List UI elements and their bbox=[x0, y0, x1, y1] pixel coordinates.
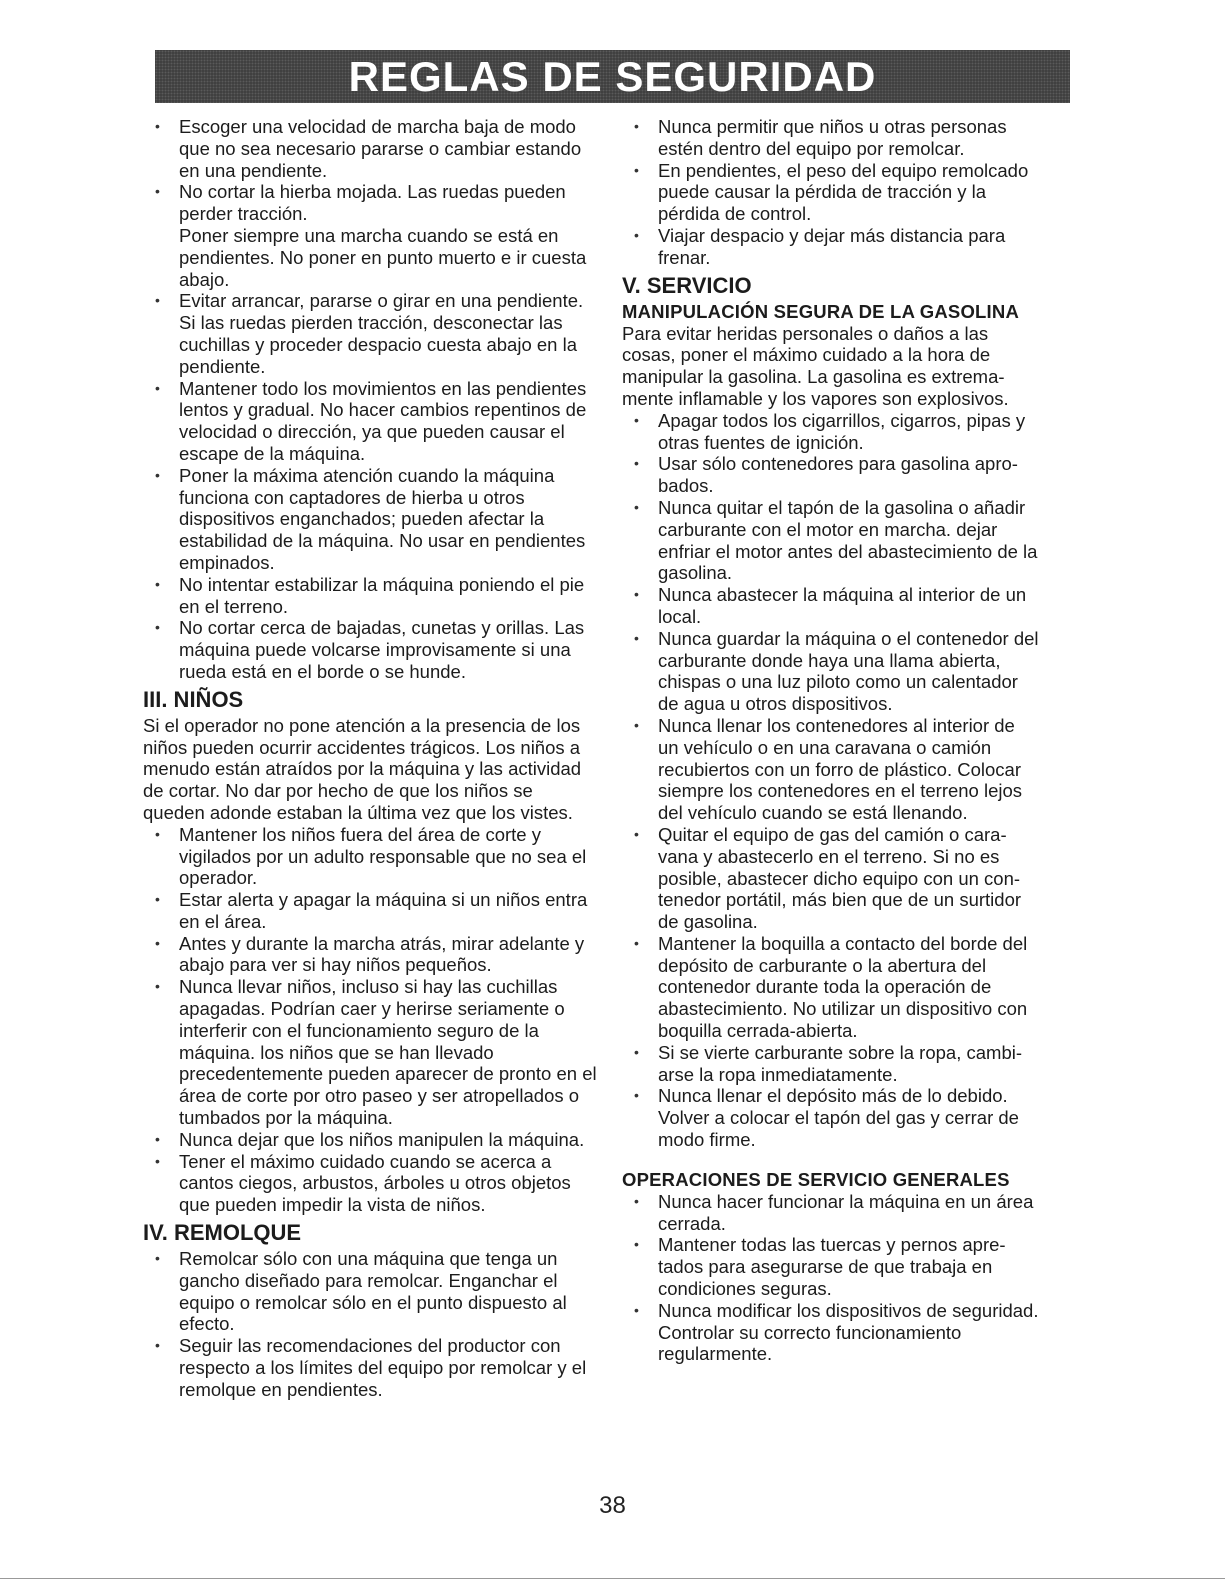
left-column bbox=[143, 116, 598, 1401]
list-item: • Usar sólo contenedores para gasolina aprobados. bbox=[622, 453, 1040, 497]
list-item: • Si se vierte carburante sobre la ropa, cambiarse la ropa inmediatamente. bbox=[622, 1042, 1040, 1086]
remolque-bullets bbox=[143, 1248, 598, 1401]
subsection-title-operaciones: OPERACIONES DE SERVICIO GENERALES bbox=[622, 1168, 1010, 1190]
list-item: • Mantener todas las tuercas y pernos apretados para asegurarse de que trabaja en condiciones seguras. bbox=[622, 1234, 1040, 1299]
subsection-paragraph-gasolina: Para evitar heridas personales o daños a las cosas, poner el máximo cuidado a la hora de manipular la gasolina. La gasolina es extremamente inflamable y los vapores son explosivos. bbox=[622, 322, 1009, 409]
remolque-bullets-cont bbox=[622, 116, 1040, 269]
list-item: • Mantener todo los movimientos en las pendientes lentos y gradual. No hacer cambios repentinos de velocidad o dirección, ya que pueden causar el escape de la máquina. bbox=[143, 378, 598, 465]
list-item: • No cortar cerca de bajadas, cunetas y orillas. Las máquina puede volcarse improvisamente si una rueda está en el borde o se hunde. bbox=[143, 617, 598, 682]
section-title-servicio: V. SERVICIO bbox=[622, 272, 752, 298]
section-title-remolque: IV. REMOLQUE bbox=[143, 1220, 302, 1246]
list-item: • Nunca guardar la máquina o el contenedor del carburante donde haya una llama abierta, chispas o una luz piloto como un calentador de agua u otros dispositivos. bbox=[622, 628, 1040, 715]
list-item: • Nunca llevar niños, incluso si hay las cuchillas apagadas. Podrían caer y herirse seriamente o interferir con el funcionamiento seguro de la máquina. los niños que se han llevado precedentemente pueden aparecer de pronto en el área de corte por otro paseo y ser atropellados o tumbados por la máquina. bbox=[143, 976, 598, 1129]
list-item: • Poner la máxima atención cuando la máquina funciona con captadores de hierba u otros dispositivos enganchados; pueden afectar la estabilidad de la máquina. No usar en pendientes empinados. bbox=[143, 465, 598, 574]
list-item: • Seguir las recomendaciones del productor con respecto a los límites del equipo por remolcar y el remolque en pendientes. bbox=[143, 1335, 598, 1400]
slope-bullets-b bbox=[143, 290, 598, 682]
list-item: • Nunca llenar el depósito más de lo debido. Volver a colocar el tapón del gas y cerrar de modo firme. bbox=[622, 1085, 1040, 1150]
list-item: • No intentar estabilizar la máquina poniendo el pie en el terreno. bbox=[143, 574, 598, 618]
list-item: • Nunca dejar que los niños manipulen la máquina. bbox=[143, 1129, 598, 1151]
list-item: • Estar alerta y apagar la máquina si un niños entra en el área. bbox=[143, 889, 598, 933]
list-item: • Nunca quitar el tapón de la gasolina o añadir carburante con el motor en marcha. dejar enfriar el motor antes del abastecimiento de la gasolina. bbox=[622, 497, 1040, 584]
subsection-title-gasolina: MANIPULACIÓN SEGURA DE LA GASOLINA bbox=[622, 300, 1020, 322]
banner-title: REGLAS DE SEGURIDAD bbox=[348, 52, 877, 100]
continuation-paragraph: Poner siempre una marcha cuando se está en pendientes. No poner en punto muerto e ir cuesta abajo. bbox=[179, 224, 587, 290]
list-item: • Quitar el equipo de gas del camión o caravana y abastecerlo en el terreno. Si no es posible, abastecer dicho equipo con un contenedor portátil, más bien que de un surtidor de gasolina. bbox=[622, 824, 1040, 933]
list-item: • En pendientes, el peso del equipo remolcado puede causar la pérdida de tracción y la pérdida de control. bbox=[622, 160, 1040, 225]
list-item: • Tener el máximo cuidado cuando se acerca a cantos ciegos, arbustos, árboles u otros objetos que pueden impedir la vista de niños. bbox=[143, 1151, 598, 1216]
page-banner bbox=[155, 50, 1070, 103]
section-paragraph-ninos: Si el operador no pone atención a la presencia de los niños pueden ocurrir accidentes trágicos. Los niños a menudo están atraídos por la máquina y las actividad de cortar. No dar por hecho de que los niños se queden adonde estaban la última vez que los vistes. bbox=[143, 714, 582, 823]
list-item: • Nunca abastecer la máquina al interior de un local. bbox=[622, 584, 1040, 628]
ninos-bullets bbox=[143, 824, 598, 1216]
bottom-divider bbox=[0, 1578, 1225, 1579]
list-item: • Mantener los niños fuera del área de corte y vigilados por un adulto responsable que no sea el operador. bbox=[143, 824, 598, 889]
list-item: • No cortar la hierba mojada. Las ruedas pueden perder tracción. bbox=[143, 181, 598, 225]
section-title-ninos: III. NIÑOS bbox=[143, 686, 244, 712]
list-item: • Apagar todos los cigarrillos, cigarros, pipas y otras fuentes de ignición. bbox=[622, 410, 1040, 454]
right-column bbox=[622, 116, 1040, 1365]
list-item: • Mantener la boquilla a contacto del borde del depósito de carburante o la abertura del contenedor durante toda la operación de abastecimiento. No utilizar un dispositivo con boquilla cerrada-abierta. bbox=[622, 933, 1040, 1042]
list-item: • Nunca modificar los dispositivos de seguridad. Controlar su correcto funcionamiento regularmente. bbox=[622, 1300, 1040, 1365]
gasolina-bullets bbox=[622, 410, 1040, 1151]
list-item: • Evitar arrancar, pararse o girar en una pendiente. Si las ruedas pierden tracción, desconectar las cuchillas y proceder despacio cuesta abajo en la pendiente. bbox=[143, 290, 598, 377]
list-item: • Remolcar sólo con una máquina que tenga un gancho diseñado para remolcar. Enganchar el equipo o remolcar sólo en el punto dispuesto al efecto. bbox=[143, 1248, 598, 1335]
list-item: • Nunca hacer funcionar la máquina en un área cerrada. bbox=[622, 1191, 1040, 1235]
list-item: • Escoger una velocidad de marcha baja de modo que no sea necesario pararse o cambiar estando en una pendiente. bbox=[143, 116, 598, 181]
list-item: • Viajar despacio y dejar más distancia para frenar. bbox=[622, 225, 1040, 269]
operaciones-bullets bbox=[622, 1191, 1040, 1365]
list-item: • Nunca llenar los contenedores al interior de un vehículo o en una caravana o camión recubiertos con un forro de plástico. Colocar siempre los contenedores en el terreno lejos del vehículo cuando se está llenando. bbox=[622, 715, 1040, 824]
list-item: • Antes y durante la marcha atrás, mirar adelante y abajo para ver si hay niños pequeños. bbox=[143, 933, 598, 977]
list-item: • Nunca permitir que niños u otras personas estén dentro del equipo por remolcar. bbox=[622, 116, 1040, 160]
page-number: 38 bbox=[599, 1492, 626, 1519]
slope-bullets-a bbox=[143, 116, 598, 225]
